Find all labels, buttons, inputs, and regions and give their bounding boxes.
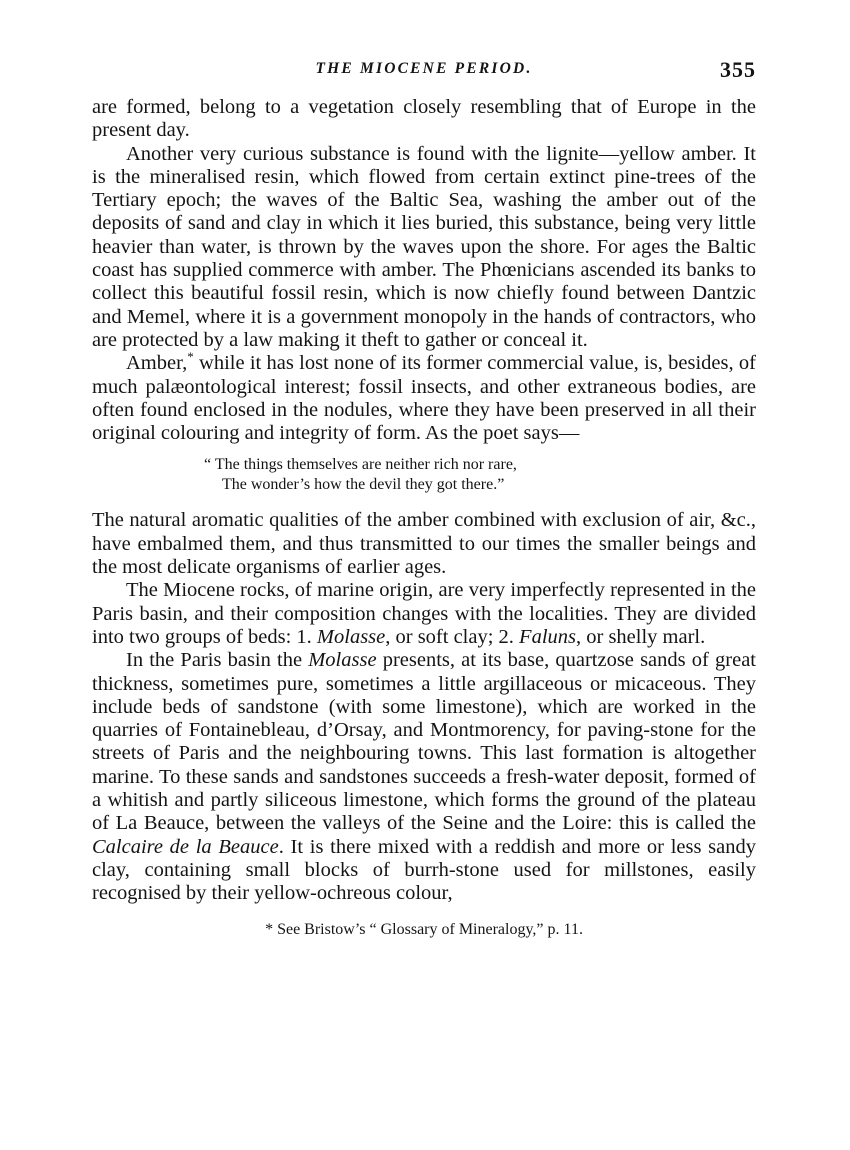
paragraph: are formed, belong to a vegetation closely resembling that of Europe in the present day. (92, 96, 756, 142)
italic-term: Faluns (519, 625, 576, 648)
footnote-reference: * (187, 349, 194, 365)
italic-term: Calcaire de la Beauce (92, 835, 279, 858)
paragraph-text: . It is there mixed with a reddish and more or less sandy clay, containing small blocks of burrh-stone used for millstones, easily recognised by their yellow-ochreous colour, (92, 835, 756, 905)
running-title: THE MIOCENE PERIOD. (315, 60, 533, 77)
paragraph-text: Amber, (126, 352, 188, 375)
paragraph-text: presents, at its base, quartzose sands of great thickness, sometimes pure, sometimes a little argillaceous or micaceous. They include beds of sandstone (with some limestone), which are worked in the quarries of Fontainebleau, d’Orsay, and Montmorency, for paving-stone for the streets of Paris and the neighbouring towns. This last formation is altogether marine. To these sands and sandstones succeeds a fresh-water deposit, formed of a whitish and partly siliceous limestone, which forms the ground of the plateau of La Beauce, between the valleys of the Seine and the Loire: this is called the (92, 649, 756, 835)
paragraph-text: while it has lost none of its former commercial value, is, besides, of much palæontological interest; fossil insects, and other extraneous bodies, are often found enclosed in the nodules, where they have been preserved in all their original colouring and integrity of form. As the poet says— (92, 352, 756, 445)
paragraph: Another very curious substance is found with the lignite—yellow amber. It is the mineralised resin, which flowed from certain extinct pine-trees of the Tertiary epoch; the waves of the Baltic Sea, washing the amber out of the deposits of sand and clay in which it lies buried, this substance, being very little heavier than water, is thrown by the waves upon the shore. For ages the Baltic coast has supplied commerce with amber. The Phœnicians ascended its banks to collect this beautiful fossil resin, which is now chiefly found between Dantzic and Memel, where it is a government monopoly in the hands of contractors, who are protected by a law making it theft to gather or conceal it. (92, 142, 756, 351)
footnote (92, 920, 756, 940)
quote-line: The wonder’s how the devil they got there.” (222, 476, 505, 494)
italic-term: Molasse (316, 625, 386, 648)
footnote-text: See Bristow’s “ Glossary of Mineralogy,” p. 11. (277, 920, 583, 938)
book-page (92, 57, 756, 940)
paragraph-text: , or shelly marl. (576, 625, 706, 648)
paragraph-text: The Miocene rocks, of marine origin, are very imperfectly represented in the Paris basin, and their composition changes with the localities. They are divided into two groups of beds: 1. (92, 579, 756, 648)
footnote-mark: * (265, 920, 274, 938)
running-head (92, 57, 756, 96)
paragraph: The natural aromatic qualities of the amber combined with exclusion of air, &c., have embalmed them, and thus transmitted to our times the smaller beings and the most delicate organisms of earlier ages. (92, 509, 756, 579)
paragraph (92, 349, 756, 445)
verse-quotation (92, 455, 756, 495)
paragraph-text: , or soft clay; 2. (385, 625, 520, 648)
italic-term: Molasse (308, 649, 377, 672)
paragraph-text: In the Paris basin the (126, 649, 309, 672)
paragraph (92, 649, 756, 905)
quote-line: “ The things themselves are neither rich nor rare, (204, 456, 517, 474)
body-text (92, 96, 756, 906)
page-number: 355 (720, 57, 756, 82)
paragraph (92, 579, 756, 649)
